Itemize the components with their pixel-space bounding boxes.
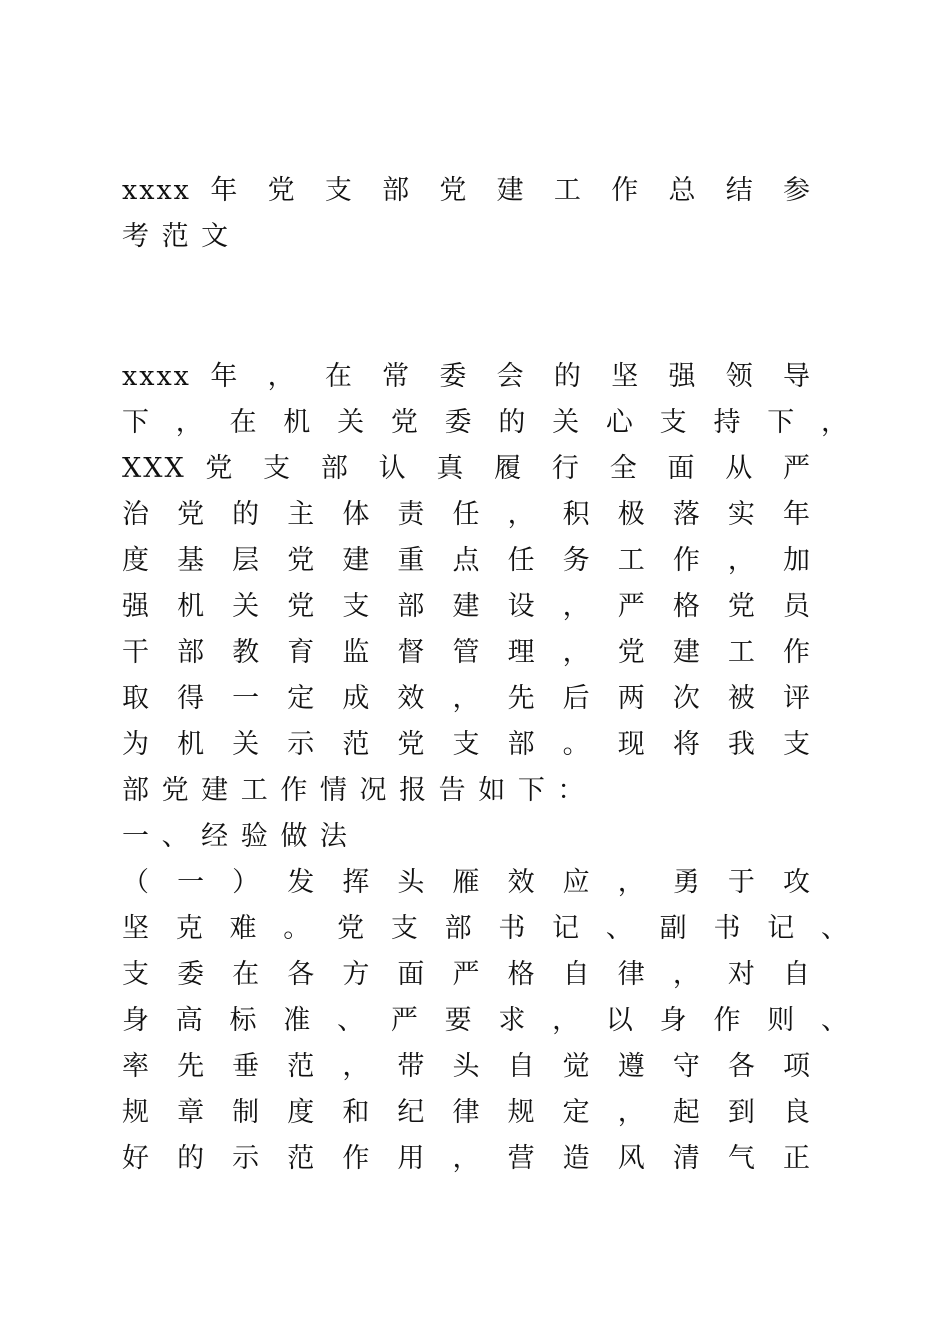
body-line: 治 党 的 主 体 责 任 ， 积 极 落 实 年 bbox=[122, 499, 812, 530]
body-line: 身 高 标 准 、 严 要 求 ， 以 身 作 则 、 bbox=[122, 1005, 850, 1036]
section-heading: 一 、 经 验 做 法 bbox=[122, 821, 349, 852]
body-line: 坚 克 难 。 党 支 部 书 记 、 副 书 记 、 bbox=[122, 913, 850, 944]
title-line-2: 考 范 文 bbox=[122, 221, 231, 252]
title-line-1: xxxx 年 党 支 部 党 建 工 作 总 结 参 bbox=[122, 175, 812, 206]
body-line: 好 的 示 范 作 用 ， 营 造 风 清 气 正 bbox=[122, 1143, 812, 1174]
body-line: 为 机 关 示 范 党 支 部 。 现 将 我 支 bbox=[122, 729, 812, 760]
body-line: 支 委 在 各 方 面 严 格 自 律 ， 对 自 bbox=[122, 959, 812, 990]
body-line: 强 机 关 党 支 部 建 设 ， 严 格 党 员 bbox=[122, 591, 812, 622]
body-line: 下 ， 在 机 关 党 委 的 关 心 支 持 下 ， bbox=[122, 407, 850, 438]
body-line: 干 部 教 育 监 督 管 理 ， 党 建 工 作 bbox=[122, 637, 812, 668]
body-line: 率 先 垂 范 ， 带 头 自 觉 遵 守 各 项 bbox=[122, 1051, 812, 1082]
body-line: 取 得 一 定 成 效 ， 先 后 两 次 被 评 bbox=[122, 683, 812, 714]
body-line: 度 基 层 党 建 重 点 任 务 工 作 ， 加 bbox=[122, 545, 812, 576]
body-line: 规 章 制 度 和 纪 律 规 定 ， 起 到 良 bbox=[122, 1097, 812, 1128]
body-line: 部 党 建 工 作 情 况 报 告 如 下 ： bbox=[122, 775, 587, 806]
body-line: （ 一 ） 发 挥 头 雁 效 应 ， 勇 于 攻 bbox=[122, 867, 812, 898]
body-line: XXX 党 支 部 认 真 履 行 全 面 从 严 bbox=[122, 453, 812, 484]
body-line: xxxx 年 ， 在 常 委 会 的 坚 强 领 导 bbox=[122, 361, 812, 392]
